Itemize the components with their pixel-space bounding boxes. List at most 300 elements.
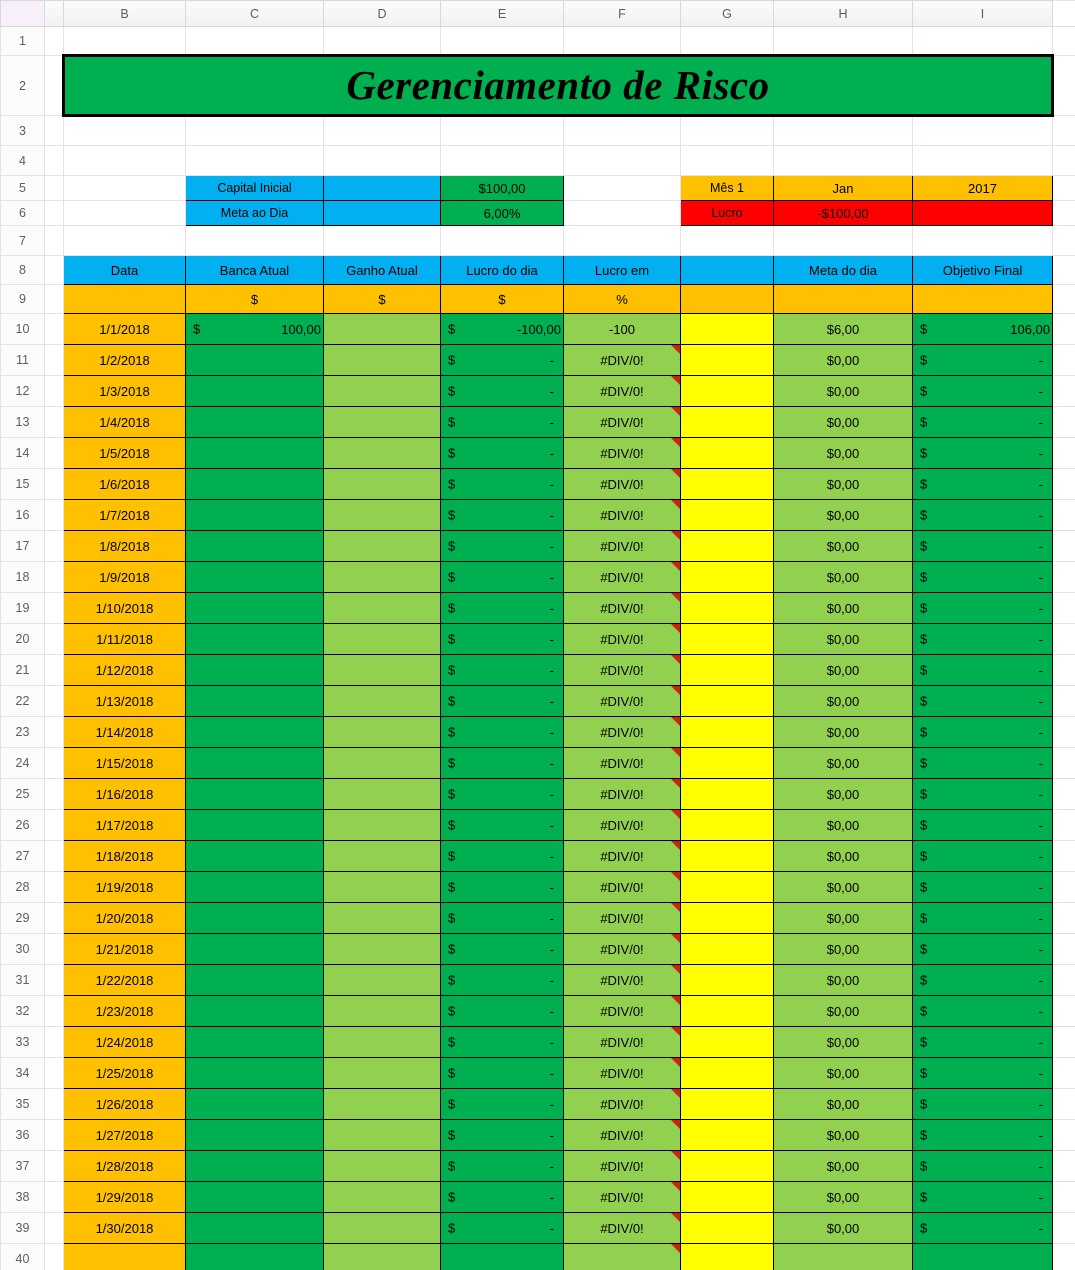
cell-objetivo-final[interactable] — [913, 841, 1053, 872]
cell-meta-do-dia[interactable]: $0,00 — [774, 1213, 913, 1244]
cell-date[interactable]: 1/27/2018 — [64, 1120, 186, 1151]
row-header-30[interactable]: 30 — [1, 934, 45, 965]
cell-lucro-do-dia[interactable] — [441, 469, 564, 500]
cell-spacer[interactable] — [681, 500, 774, 531]
cell-lucro-do-dia[interactable] — [441, 1213, 564, 1244]
cell-spacer[interactable] — [681, 748, 774, 779]
row-header-27[interactable]: 27 — [1, 841, 45, 872]
cell-a40[interactable] — [45, 1244, 64, 1270]
table-header-lucro-do-dia[interactable]: Lucro do dia — [441, 256, 564, 285]
cell-f3[interactable] — [564, 116, 681, 146]
cell-spacer[interactable] — [681, 717, 774, 748]
cell-date[interactable]: 1/3/2018 — [64, 376, 186, 407]
month-name-value[interactable]: Jan — [774, 176, 913, 201]
cell-meta-do-dia[interactable]: $0,00 — [774, 500, 913, 531]
cell-f1[interactable] — [564, 27, 681, 56]
cell-date[interactable]: 1/9/2018 — [64, 562, 186, 593]
cell-meta-do-dia[interactable]: $0,00 — [774, 996, 913, 1027]
cell-date[interactable]: 1/13/2018 — [64, 686, 186, 717]
cell-e4[interactable] — [441, 146, 564, 176]
cell-i4[interactable] — [913, 146, 1053, 176]
lucro-label[interactable]: Lucro — [681, 201, 774, 226]
cell-lucro-em-error[interactable]: #DIV/0! — [564, 376, 681, 407]
column-header-g[interactable]: G — [681, 1, 774, 27]
cell-meta-do-dia[interactable]: $0,00 — [774, 438, 913, 469]
cell-lucro-em-error[interactable]: #DIV/0! — [564, 686, 681, 717]
cell-lucro-em-error[interactable]: #DIV/0! — [564, 407, 681, 438]
cell-ganho-atual[interactable] — [324, 531, 441, 562]
cell-spacer[interactable] — [681, 686, 774, 717]
cell-meta-do-dia[interactable]: $0,00 — [774, 1027, 913, 1058]
cell-spacer[interactable] — [681, 314, 774, 345]
cell-ganho-atual[interactable] — [324, 1120, 441, 1151]
cell-lucro-do-dia[interactable] — [441, 1089, 564, 1120]
cell-lucro-do-dia[interactable] — [441, 748, 564, 779]
cell-lucro-em-error[interactable]: #DIV/0! — [564, 1213, 681, 1244]
cell-objetivo-final[interactable] — [913, 376, 1053, 407]
cell-spacer[interactable] — [681, 1151, 774, 1182]
cell-lucro-em-error[interactable]: #DIV/0! — [564, 1182, 681, 1213]
cell-meta-do-dia[interactable]: $0,00 — [774, 469, 913, 500]
cell-objetivo-final[interactable] — [913, 872, 1053, 903]
cell-objetivo-final[interactable] — [913, 1182, 1053, 1213]
unit-banca-atual[interactable]: $ — [186, 285, 324, 314]
cell-a37[interactable] — [45, 1151, 64, 1182]
cell-ganho-atual[interactable] — [324, 345, 441, 376]
cell-lucro-do-dia[interactable] — [441, 779, 564, 810]
cell-banca-atual[interactable] — [186, 655, 324, 686]
cell-date[interactable]: 1/5/2018 — [64, 438, 186, 469]
cell-objetivo-final[interactable] — [913, 748, 1053, 779]
cell-meta-do-dia[interactable] — [774, 1244, 913, 1270]
capital-inicial-label[interactable]: Capital Inicial — [186, 176, 324, 201]
cell-objetivo-final[interactable] — [913, 903, 1053, 934]
cell-lucro-em-error[interactable]: #DIV/0! — [564, 655, 681, 686]
row-header-28[interactable]: 28 — [1, 872, 45, 903]
meta-ao-dia-input[interactable] — [324, 201, 441, 226]
row-header-17[interactable]: 17 — [1, 531, 45, 562]
cell-banca-atual[interactable] — [186, 376, 324, 407]
cell-a25[interactable] — [45, 779, 64, 810]
cell-ganho-atual[interactable] — [324, 1244, 441, 1270]
cell-a39[interactable] — [45, 1213, 64, 1244]
cell-date[interactable]: 1/26/2018 — [64, 1089, 186, 1120]
cell-banca-atual[interactable] — [186, 624, 324, 655]
row-header-8[interactable]: 8 — [1, 256, 45, 285]
cell-ganho-atual[interactable] — [324, 717, 441, 748]
cell-lucro-em-error[interactable]: #DIV/0! — [564, 531, 681, 562]
year-value[interactable]: 2017 — [913, 176, 1053, 201]
cell-ganho-atual[interactable] — [324, 593, 441, 624]
cell-spacer[interactable] — [681, 903, 774, 934]
cell-spacer[interactable] — [681, 965, 774, 996]
cell-a28[interactable] — [45, 872, 64, 903]
cell-a16[interactable] — [45, 500, 64, 531]
unit-meta-do-dia[interactable] — [774, 285, 913, 314]
cell-banca-atual[interactable] — [186, 748, 324, 779]
cell-objetivo-final[interactable] — [913, 996, 1053, 1027]
row-header-18[interactable]: 18 — [1, 562, 45, 593]
cell-a9[interactable] — [45, 285, 64, 314]
cell-lucro-do-dia[interactable] — [441, 1027, 564, 1058]
table-header-objetivo-final[interactable]: Objetivo Final — [913, 256, 1053, 285]
column-header-a[interactable] — [45, 1, 64, 27]
cell-lucro-do-dia[interactable] — [441, 376, 564, 407]
cell-banca-atual[interactable] — [186, 1089, 324, 1120]
cell-meta-do-dia[interactable]: $0,00 — [774, 407, 913, 438]
cell-lucro-do-dia[interactable] — [441, 407, 564, 438]
cell-date[interactable]: 1/2/2018 — [64, 345, 186, 376]
cell-d1[interactable] — [324, 27, 441, 56]
unit-objetivo-final[interactable] — [913, 285, 1053, 314]
cell-b7[interactable] — [64, 226, 186, 256]
cell-meta-do-dia[interactable]: $0,00 — [774, 531, 913, 562]
row-header-14[interactable]: 14 — [1, 438, 45, 469]
cell-a27[interactable] — [45, 841, 64, 872]
cell-date[interactable]: 1/16/2018 — [64, 779, 186, 810]
cell-meta-do-dia[interactable]: $0,00 — [774, 655, 913, 686]
cell-lucro-em[interactable]: -100 — [564, 314, 681, 345]
cell-banca-atual[interactable] — [186, 779, 324, 810]
column-header-d[interactable]: D — [324, 1, 441, 27]
cell-banca-atual[interactable] — [186, 469, 324, 500]
cell-lucro-do-dia[interactable] — [441, 1058, 564, 1089]
lucro-value[interactable]: -$100,00 — [774, 201, 913, 226]
table-header-ganho-atual[interactable]: Ganho Atual — [324, 256, 441, 285]
cell-objetivo-final[interactable] — [913, 686, 1053, 717]
row-header-6[interactable]: 6 — [1, 201, 45, 226]
row-header-29[interactable]: 29 — [1, 903, 45, 934]
cell-objetivo-final[interactable] — [913, 965, 1053, 996]
cell-lucro-em-error[interactable]: #DIV/0! — [564, 934, 681, 965]
column-header-c[interactable]: C — [186, 1, 324, 27]
cell-date[interactable]: 1/28/2018 — [64, 1151, 186, 1182]
cell-h7[interactable] — [774, 226, 913, 256]
cell-a23[interactable] — [45, 717, 64, 748]
cell-ganho-atual[interactable] — [324, 1027, 441, 1058]
row-header-22[interactable]: 22 — [1, 686, 45, 717]
unit-ganho-atual[interactable]: $ — [324, 285, 441, 314]
cell-lucro-do-dia[interactable] — [441, 562, 564, 593]
cell-banca-atual[interactable] — [186, 314, 324, 345]
cell-b4[interactable] — [64, 146, 186, 176]
cell-date[interactable]: 1/17/2018 — [64, 810, 186, 841]
cell-lucro-em-error[interactable]: #DIV/0! — [564, 1027, 681, 1058]
cell-h4[interactable] — [774, 146, 913, 176]
row-header-19[interactable]: 19 — [1, 593, 45, 624]
cell-banca-atual[interactable] — [186, 1182, 324, 1213]
cell-lucro-em-error[interactable]: #DIV/0! — [564, 717, 681, 748]
cell-meta-do-dia[interactable]: $0,00 — [774, 1089, 913, 1120]
cell-a7[interactable] — [45, 226, 64, 256]
cell-lucro-do-dia[interactable] — [441, 965, 564, 996]
cell-ganho-atual[interactable] — [324, 686, 441, 717]
cell-objetivo-final[interactable] — [913, 934, 1053, 965]
cell-lucro-em-error[interactable]: #DIV/0! — [564, 872, 681, 903]
cell-objetivo-final[interactable] — [913, 500, 1053, 531]
cell-meta-do-dia[interactable]: $0,00 — [774, 841, 913, 872]
cell-meta-do-dia[interactable]: $0,00 — [774, 686, 913, 717]
cell-lucro-do-dia[interactable] — [441, 686, 564, 717]
row-header-16[interactable]: 16 — [1, 500, 45, 531]
row-header-3[interactable]: 3 — [1, 116, 45, 146]
cell-i7[interactable] — [913, 226, 1053, 256]
cell-spacer[interactable] — [681, 779, 774, 810]
row-header-2[interactable]: 2 — [1, 56, 45, 116]
cell-f6[interactable] — [564, 201, 681, 226]
cell-lucro-do-dia[interactable] — [441, 624, 564, 655]
cell-date[interactable]: 1/6/2018 — [64, 469, 186, 500]
cell-spacer[interactable] — [681, 593, 774, 624]
cell-lucro-em-error[interactable]: #DIV/0! — [564, 965, 681, 996]
cell-d4[interactable] — [324, 146, 441, 176]
cell-a34[interactable] — [45, 1058, 64, 1089]
cell-meta-do-dia[interactable]: $0,00 — [774, 1058, 913, 1089]
cell-objetivo-final[interactable] — [913, 655, 1053, 686]
cell-a15[interactable] — [45, 469, 64, 500]
cell-a14[interactable] — [45, 438, 64, 469]
cell-banca-atual[interactable] — [186, 903, 324, 934]
cell-ganho-atual[interactable] — [324, 624, 441, 655]
row-header-15[interactable]: 15 — [1, 469, 45, 500]
column-header-b[interactable]: B — [64, 1, 186, 27]
cell-objetivo-final[interactable] — [913, 407, 1053, 438]
cell-objetivo-final[interactable] — [913, 810, 1053, 841]
cell-date[interactable]: 1/18/2018 — [64, 841, 186, 872]
row-header-39[interactable]: 39 — [1, 1213, 45, 1244]
cell-a30[interactable] — [45, 934, 64, 965]
cell-a5[interactable] — [45, 176, 64, 201]
cell-ganho-atual[interactable] — [324, 1151, 441, 1182]
cell-a17[interactable] — [45, 531, 64, 562]
cell-lucro-em-error[interactable]: #DIV/0! — [564, 624, 681, 655]
cell-banca-atual[interactable] — [186, 686, 324, 717]
cell-a10[interactable] — [45, 314, 64, 345]
cell-banca-atual[interactable] — [186, 1027, 324, 1058]
cell-lucro-do-dia[interactable] — [441, 500, 564, 531]
cell-lucro-em-error[interactable]: #DIV/0! — [564, 1058, 681, 1089]
meta-ao-dia-value[interactable]: 6,00% — [441, 201, 564, 226]
cell-spacer[interactable] — [681, 624, 774, 655]
cell-g1[interactable] — [681, 27, 774, 56]
cell-meta-do-dia[interactable]: $0,00 — [774, 624, 913, 655]
cell-objetivo-final[interactable] — [913, 1089, 1053, 1120]
cell-date[interactable]: 1/11/2018 — [64, 624, 186, 655]
cell-objetivo-final[interactable] — [913, 562, 1053, 593]
cell-lucro-do-dia[interactable] — [441, 996, 564, 1027]
cell-meta-do-dia[interactable]: $0,00 — [774, 903, 913, 934]
cell-c1[interactable] — [186, 27, 324, 56]
row-header-10[interactable]: 10 — [1, 314, 45, 345]
cell-meta-do-dia[interactable]: $0,00 — [774, 934, 913, 965]
cell-a13[interactable] — [45, 407, 64, 438]
cell-meta-do-dia[interactable]: $0,00 — [774, 345, 913, 376]
row-header-36[interactable]: 36 — [1, 1120, 45, 1151]
cell-ganho-atual[interactable] — [324, 779, 441, 810]
cell-objetivo-final[interactable] — [913, 1027, 1053, 1058]
cell-a4[interactable] — [45, 146, 64, 176]
cell-a36[interactable] — [45, 1120, 64, 1151]
cell-ganho-atual[interactable] — [324, 934, 441, 965]
row-header-40[interactable]: 40 — [1, 1244, 45, 1270]
cell-spacer[interactable] — [681, 1213, 774, 1244]
cell-b1[interactable] — [64, 27, 186, 56]
cell-a19[interactable] — [45, 593, 64, 624]
cell-objetivo-final[interactable] — [913, 1213, 1053, 1244]
cell-a32[interactable] — [45, 996, 64, 1027]
cell-ganho-atual[interactable] — [324, 314, 441, 345]
cell-lucro-do-dia[interactable] — [441, 1182, 564, 1213]
cell-lucro-do-dia[interactable] — [441, 314, 564, 345]
cell-lucro-do-dia[interactable] — [441, 1120, 564, 1151]
cell-meta-do-dia[interactable]: $0,00 — [774, 593, 913, 624]
row-header-11[interactable]: 11 — [1, 345, 45, 376]
column-header-e[interactable]: E — [441, 1, 564, 27]
cell-meta-do-dia[interactable]: $0,00 — [774, 562, 913, 593]
row-header-20[interactable]: 20 — [1, 624, 45, 655]
cell-a24[interactable] — [45, 748, 64, 779]
cell-ganho-atual[interactable] — [324, 500, 441, 531]
cell-meta-do-dia[interactable]: $6,00 — [774, 314, 913, 345]
cell-a35[interactable] — [45, 1089, 64, 1120]
cell-e3[interactable] — [441, 116, 564, 146]
row-header-24[interactable]: 24 — [1, 748, 45, 779]
cell-d7[interactable] — [324, 226, 441, 256]
cell-lucro-em-error[interactable]: #DIV/0! — [564, 438, 681, 469]
cell-f7[interactable] — [564, 226, 681, 256]
table-header-banca-atual[interactable]: Banca Atual — [186, 256, 324, 285]
cell-spacer[interactable] — [681, 1058, 774, 1089]
cell-i1[interactable] — [913, 27, 1053, 56]
cell-ganho-atual[interactable] — [324, 872, 441, 903]
row-header-35[interactable]: 35 — [1, 1089, 45, 1120]
cell-banca-atual[interactable] — [186, 810, 324, 841]
cell-spacer[interactable] — [681, 345, 774, 376]
row-header-38[interactable]: 38 — [1, 1182, 45, 1213]
cell-objetivo-final[interactable] — [913, 1244, 1053, 1270]
cell-a2[interactable] — [45, 56, 64, 116]
cell-objetivo-final[interactable] — [913, 314, 1053, 345]
unit-data[interactable] — [64, 285, 186, 314]
cell-banca-atual[interactable] — [186, 438, 324, 469]
cell-banca-atual[interactable] — [186, 593, 324, 624]
row-header-7[interactable]: 7 — [1, 226, 45, 256]
cell-a21[interactable] — [45, 655, 64, 686]
cell-date[interactable]: 1/15/2018 — [64, 748, 186, 779]
unit-spacer[interactable] — [681, 285, 774, 314]
cell-c4[interactable] — [186, 146, 324, 176]
table-header-lucro-em[interactable]: Lucro em — [564, 256, 681, 285]
cell-lucro-em-error[interactable]: #DIV/0! — [564, 841, 681, 872]
cell-lucro-do-dia[interactable] — [441, 438, 564, 469]
cell-banca-atual[interactable] — [186, 407, 324, 438]
cell-banca-atual[interactable] — [186, 1151, 324, 1182]
cell-objetivo-final[interactable] — [913, 531, 1053, 562]
cell-date[interactable]: 1/24/2018 — [64, 1027, 186, 1058]
cell-banca-atual[interactable] — [186, 345, 324, 376]
cell-lucro-em-error[interactable]: #DIV/0! — [564, 779, 681, 810]
cell-meta-do-dia[interactable]: $0,00 — [774, 1120, 913, 1151]
cell-spacer[interactable] — [681, 996, 774, 1027]
cell-banca-atual[interactable] — [186, 1120, 324, 1151]
cell-spacer[interactable] — [681, 934, 774, 965]
cell-meta-do-dia[interactable]: $0,00 — [774, 717, 913, 748]
row-header-12[interactable]: 12 — [1, 376, 45, 407]
row-header-9[interactable]: 9 — [1, 285, 45, 314]
cell-a6[interactable] — [45, 201, 64, 226]
cell-i3[interactable] — [913, 116, 1053, 146]
cell-lucro-em-error[interactable]: #DIV/0! — [564, 1120, 681, 1151]
cell-meta-do-dia[interactable]: $0,00 — [774, 376, 913, 407]
cell-date[interactable]: 1/14/2018 — [64, 717, 186, 748]
cell-lucro-em[interactable] — [564, 1244, 681, 1270]
month-number-label[interactable]: Mês 1 — [681, 176, 774, 201]
cell-h3[interactable] — [774, 116, 913, 146]
table-header-data[interactable]: Data — [64, 256, 186, 285]
row-header-33[interactable]: 33 — [1, 1027, 45, 1058]
cell-ganho-atual[interactable] — [324, 1058, 441, 1089]
cell-a29[interactable] — [45, 903, 64, 934]
cell-objetivo-final[interactable] — [913, 1151, 1053, 1182]
cell-date[interactable]: 1/25/2018 — [64, 1058, 186, 1089]
row-header-31[interactable]: 31 — [1, 965, 45, 996]
cell-f5[interactable] — [564, 176, 681, 201]
lucro-extra[interactable] — [913, 201, 1053, 226]
cell-banca-atual[interactable] — [186, 965, 324, 996]
cell-a11[interactable] — [45, 345, 64, 376]
cell-objetivo-final[interactable] — [913, 438, 1053, 469]
cell-h1[interactable] — [774, 27, 913, 56]
cell-objetivo-final[interactable] — [913, 717, 1053, 748]
cell-ganho-atual[interactable] — [324, 469, 441, 500]
cell-date[interactable]: 1/7/2018 — [64, 500, 186, 531]
cell-banca-atual[interactable] — [186, 717, 324, 748]
cell-spacer[interactable] — [681, 1027, 774, 1058]
cell-ganho-atual[interactable] — [324, 1213, 441, 1244]
cell-spacer[interactable] — [681, 655, 774, 686]
cell-spacer[interactable] — [681, 1089, 774, 1120]
unit-lucro-em[interactable]: % — [564, 285, 681, 314]
cell-date[interactable] — [64, 1244, 186, 1270]
cell-ganho-atual[interactable] — [324, 1182, 441, 1213]
cell-lucro-do-dia[interactable] — [441, 655, 564, 686]
cell-e1[interactable] — [441, 27, 564, 56]
cell-c3[interactable] — [186, 116, 324, 146]
cell-objetivo-final[interactable] — [913, 779, 1053, 810]
cell-b5[interactable] — [64, 176, 186, 201]
cell-lucro-em-error[interactable]: #DIV/0! — [564, 1089, 681, 1120]
title-banner[interactable] — [64, 56, 1053, 116]
cell-c7[interactable] — [186, 226, 324, 256]
cell-meta-do-dia[interactable]: $0,00 — [774, 748, 913, 779]
cell-lucro-em-error[interactable]: #DIV/0! — [564, 903, 681, 934]
cell-banca-atual[interactable] — [186, 531, 324, 562]
cell-spacer[interactable] — [681, 376, 774, 407]
cell-meta-do-dia[interactable]: $0,00 — [774, 1151, 913, 1182]
row-header-5[interactable]: 5 — [1, 176, 45, 201]
capital-inicial-value[interactable]: $100,00 — [441, 176, 564, 201]
cell-a31[interactable] — [45, 965, 64, 996]
table-header-spacer[interactable] — [681, 256, 774, 285]
table-header-meta-do-dia[interactable]: Meta do dia — [774, 256, 913, 285]
cell-lucro-do-dia[interactable] — [441, 531, 564, 562]
cell-date[interactable]: 1/29/2018 — [64, 1182, 186, 1213]
capital-inicial-input[interactable] — [324, 176, 441, 201]
cell-lucro-do-dia[interactable] — [441, 903, 564, 934]
cell-g3[interactable] — [681, 116, 774, 146]
cell-date[interactable]: 1/20/2018 — [64, 903, 186, 934]
row-header-13[interactable]: 13 — [1, 407, 45, 438]
